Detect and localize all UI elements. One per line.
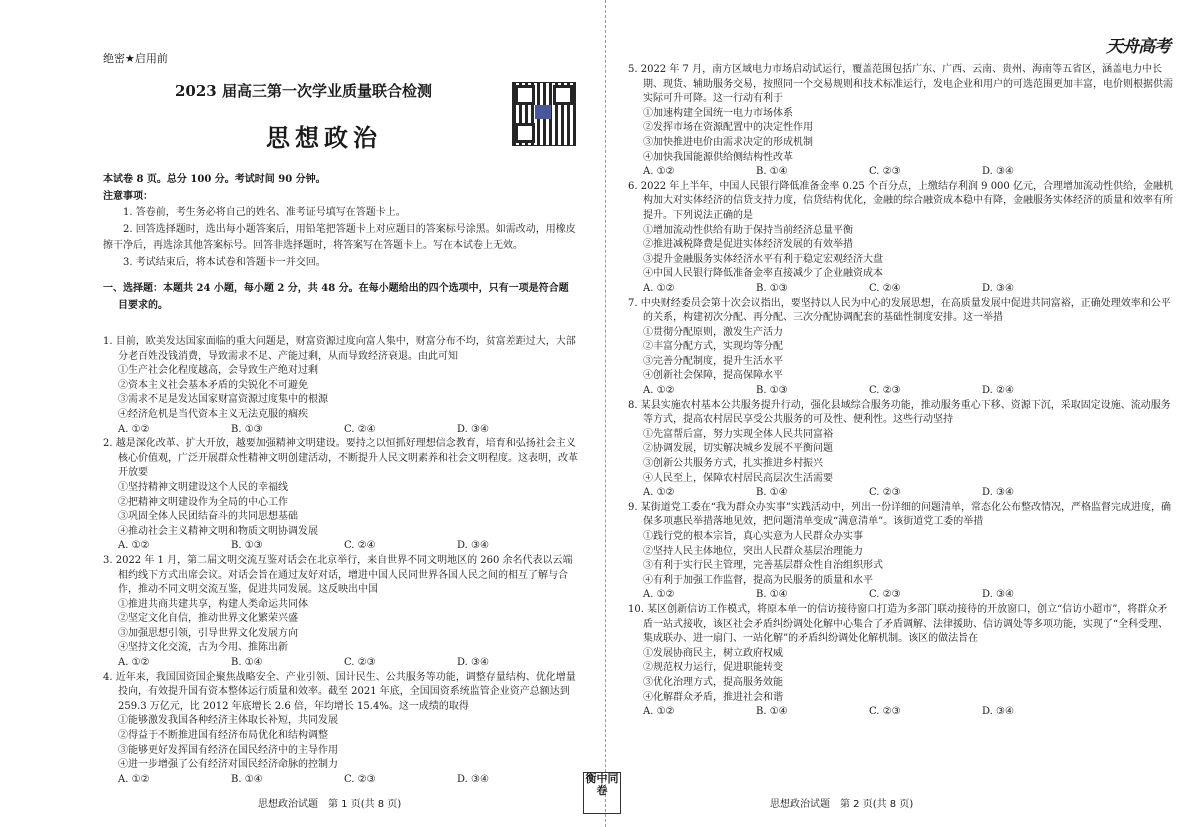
answer-choice: C. ②④ (869, 282, 901, 294)
question-stem: 9. 某街道党工委在“我为群众办实事”实践活动中，列出一份详细的问题清单，常态化公布整改情况，严格监督完成进度，确保多项惠民举措落地见效，把问题清单变成“满意清单”。该街道党工委的举措 (628, 501, 1171, 528)
answer-choice: C. ②③ (869, 487, 901, 499)
answer-choice: A. ①② (118, 657, 150, 669)
question-option: ④化解群众矛盾，推进社会和谐 (643, 691, 783, 703)
answer-choice: C. ②③ (344, 657, 376, 669)
answer-choice: D. ②④ (982, 385, 1014, 397)
question-option: ③优化治理方式，提高服务效能 (643, 676, 783, 688)
question-option: ①发展协商民主，树立政府权威 (643, 647, 783, 659)
answer-choice: D. ③④ (982, 706, 1014, 718)
answer-choice: B. ①③ (756, 385, 788, 397)
answer-choice: B. ①④ (231, 773, 263, 785)
answer-choice: C. ②③ (869, 589, 901, 601)
question-option: ④中国人民银行降低准备金率直接减少了企业融资成本 (643, 268, 883, 280)
seal-text: 衡中同卷 (585, 772, 619, 797)
answer-choice: A. ①② (643, 589, 675, 601)
question (628, 501, 1173, 603)
answer-choice: B. ①④ (756, 166, 788, 178)
answer-choices (628, 165, 1173, 180)
question-option: ②规范权力运行，促进职能转变 (643, 662, 783, 674)
answer-choice: A. ①② (643, 706, 675, 718)
answer-choices (628, 384, 1173, 399)
answer-choice: C. ②③ (869, 166, 901, 178)
answer-choices (628, 705, 1173, 720)
question-stem: 7. 中央财经委员会第十次会议指出，要坚持以人民为中心的发展思想，在高质量发展中促进共同富裕，正确处理效率和公平的关系，构建初次分配、再分配、三次分配协调配套的基础性制度安排。这一举措 (628, 297, 1171, 324)
question-stem: 10. 某区创新信访工作模式，将原本单一的信访接待窗口打造为多部门联动接待的开放窗口，创立“信访小超市”，将群众矛盾一站式接收，该区社会矛盾纠纷调处化解中心集合了矛盾调解、法律援助、信访调处等多项功能，实现了“全科受理、集成联办、进一扇门、一站化解”的矛盾纠纷调处化解机制。该区的做法旨在 (628, 603, 1169, 645)
notice-1: 1. 答卷前，考生务必将自己的姓名、准考证号填写在答题卡上。 (123, 207, 406, 218)
exam-instructions (103, 172, 578, 314)
question (103, 671, 578, 788)
answer-choice: D. ③④ (982, 282, 1014, 294)
answer-choice: A. ①② (643, 282, 675, 294)
question-option: ②坚定文化自信，推动世界文化繁荣兴盛 (118, 613, 298, 625)
answer-choice: A. ①② (643, 166, 675, 178)
question-option: ②发挥市场在资源配置中的决定性作用 (643, 122, 813, 134)
question-option: ③提升金融服务实体经济水平有利于稳定宏观经济大盘 (643, 253, 883, 265)
question-option: ③需求不足是发达国家财富资源过度集中的根源 (118, 394, 328, 406)
answer-choice: B. ①④ (756, 706, 788, 718)
answer-choice: A. ①② (118, 423, 150, 435)
question-option: ①加速构建全国统一电力市场体系 (643, 107, 793, 119)
questions-right (628, 63, 1173, 720)
question-option: ④人民至上，保障农村居民高层次生活需要 (643, 472, 833, 484)
question-option: ③有利于实行民主管理，完善基层群众性自治组织形式 (643, 560, 883, 572)
answer-choice: A. ①② (118, 540, 150, 552)
answer-choices (103, 539, 578, 554)
notice-3: 3. 考试结束后，将本试卷和答题卡一并交回。 (123, 256, 326, 268)
question-option: ②推进减税降费是促进实体经济发展的有效举措 (643, 239, 853, 251)
answer-choice: B. ①③ (756, 282, 788, 294)
answer-choice: D. ③④ (982, 589, 1014, 601)
answer-choice: D. ③④ (457, 773, 489, 785)
confidential-label: 绝密★启用前 (103, 52, 168, 65)
question-stem: 3. 2022 年 1 月，第二届文明交流互鉴对话会在北京举行，来自世界不同文明地区的 260 余名代表以云端相约线下方式出席会议。对话会旨在通过友好对话，增进中国人民同世界各国人民之间的相互了解与合作，推动不同文明交流互鉴，促进共同发展。这反映出中国 (103, 554, 573, 596)
question-stem: 2. 越是深化改革、扩大开放，越要加强精神文明建设。要持之以恒抓好理想信念教育，培育和弘扬社会主义核心价值观，广泛开展群众性精神文明创建活动，不断提升人民文明素养和社会文明程度。这表明，改革开放要 (103, 438, 578, 479)
answer-choices (103, 423, 578, 438)
question (103, 437, 578, 554)
question-option: ①推进共商共建共享，构建人类命运共同体 (118, 598, 308, 610)
answer-choice: C. ②③ (869, 706, 901, 718)
question-option: ②协调发展，切实解决城乡发展不平衡问题 (643, 443, 833, 455)
answer-choice: B. ①④ (231, 657, 263, 669)
section-heading: 一、选择题：本题共 24 小题，每小题 2 分，共 48 分。在每小题给出的四个选项中，只有一项是符合题目要求的。 (103, 283, 569, 311)
qr-answer-badge (535, 105, 551, 119)
question-option: ③加快推进电价由需求决定的形成机制 (643, 136, 813, 148)
question-option: ①增加流动性供给有助于保持当前经济总量平衡 (643, 224, 853, 236)
answer-choice: A. ①② (643, 385, 675, 397)
question-option: ④经济危机是当代资本主义无法克服的痼疾 (118, 408, 308, 420)
question-option: ②把精神文明建设作为全局的中心工作 (118, 496, 288, 508)
question-option: ③能够更好发挥国有经济在国民经济中的主导作用 (118, 744, 338, 756)
answer-choices (628, 282, 1173, 297)
question-option: ①坚持精神文明建设这个人民的幸福线 (118, 481, 288, 493)
question-option: ①能够激发我国各种经济主体取长补短，共同发展 (118, 715, 338, 727)
question-stem: 8. 某县实施农村基本公共服务提升行动，强化县域综合服务功能，推动服务重心下移、资源下沉，采取固定设施、流动服务等方式，提高农村居民享受公共服务的可及性、便利性。这些行动坚持 (628, 399, 1171, 426)
answer-choice: D. ③④ (457, 540, 489, 552)
question-option: ③加强思想引领，引导世界文化发展方向 (118, 627, 298, 639)
notice-2: 2. 回答选择题时，选出每小题答案后，用铅笔把答题卡上对应题目的答案标号涂黑。如需改动，用橡皮擦干净后，再选涂其他答案标号。回答非选择题时，将答案写在答题卡上。写在本试卷上无效。 (103, 223, 576, 251)
question-option: ①生产社会化程度越高，会导致生产绝对过剩 (118, 365, 318, 377)
answer-choice: D. ③④ (457, 657, 489, 669)
answer-choice: A. ①② (643, 487, 675, 499)
page-footer-left: 思想政治试题 第 1 页(共 8 页) (258, 799, 402, 810)
question-option: ④进一步增强了公有经济对国民经济命脉的控制力 (118, 759, 338, 771)
question-option: ②资本主义社会基本矛盾的尖锐化不可避免 (118, 379, 308, 391)
answer-choice: C. ②④ (344, 423, 376, 435)
question-stem: 6. 2022 年上半年，中国人民银行降低准备金率 0.25 个百分点，上缴结存利润 9 000 亿元，合理增加流动性供给，金融机构加大对实体经济的信贷支持力度，信贷结构优化，金融的综合融资成本稳中有降，金融服务实体经济的质量和效率有所提升。下列说法正确的是 (628, 180, 1173, 221)
answer-choice: D. ③④ (982, 166, 1014, 178)
question-option: ③创新公共服务方式，扎实推进乡村振兴 (643, 458, 823, 470)
question-option: ②得益于不断推进国有经济布局优化和结构调整 (118, 730, 328, 742)
question-stem: 1. 目前，欧美发达国家面临的重大问题是，财富资源过度向富人集中，财富分布不均，贫富差距过大，大部分老百姓没钱消费，导致需求不足、产能过剩，从而导致经济衰退。由此可知 (103, 336, 576, 362)
question-option: ④加快我国能源供给侧结构性改革 (643, 151, 793, 163)
question-option: ④推动社会主义精神文明和物质文明协调发展 (118, 525, 318, 537)
question-option: ③完善分配制度，提升生活水平 (643, 355, 783, 367)
answer-choices (103, 656, 578, 671)
answer-choice: C. ②④ (344, 540, 376, 552)
answer-choice: B. ①④ (756, 487, 788, 499)
question (103, 554, 578, 671)
answer-choice: D. ③④ (982, 487, 1014, 499)
question-stem: 4. 近年来，我国国资国企聚焦战略安全、产业引领、国计民生、公共服务等功能，调整存量结构、优化增量投向，有效提升国有资本整体运行质量和效率。截至 2021 年底，全国国资系统监管企业资产总额达到 259.3 万亿元，比 2012 年底增长 2.6 倍，年均增长 15.4%。这一成绩的取得 (103, 671, 576, 712)
brand-logo: 天舟高考 (1106, 37, 1170, 57)
subject-title: 思想政治 (266, 123, 382, 152)
question (628, 399, 1173, 501)
answer-choice: C. ②③ (344, 773, 376, 785)
exam-title: 2023 届高三第一次学业质量联合检测 (175, 82, 432, 100)
questions-left (103, 335, 578, 787)
question (628, 297, 1173, 399)
question (103, 335, 578, 437)
answer-choices (628, 486, 1173, 501)
question-option: ①践行党的根本宗旨，真心实意为人民群众办实事 (643, 531, 863, 542)
question-option: ②丰富分配方式，实现均等分配 (643, 341, 783, 353)
qr-code-icon (512, 82, 576, 146)
answer-choice: C. ②③ (869, 385, 901, 397)
question-option: ④有利于加强工作监督，提高为民服务的质量和水平 (643, 574, 873, 586)
answer-choice: B. ①③ (231, 423, 263, 435)
answer-choice: B. ①③ (231, 540, 263, 552)
question-option: ①贯彻分配原则，激发生产活力 (643, 326, 783, 338)
question (628, 603, 1173, 720)
answer-choices (628, 588, 1173, 603)
question (628, 63, 1173, 180)
question-option: ③巩固全体人民团结奋斗的共同思想基础 (118, 511, 298, 523)
question-option: ①先富帮后富，努力实现全体人民共同富裕 (643, 428, 833, 440)
answer-choices (103, 773, 578, 788)
question-option: ②坚持人民主体地位，突出人民群众基层治理能力 (643, 545, 863, 557)
question-option: ④创新社会保障，提高保障水平 (643, 370, 783, 382)
exam-summary: 本试卷 8 页。总分 100 分。考试时间 90 分钟。 (103, 174, 326, 185)
question-option: ④坚持文化交流，古为今用、推陈出新 (118, 642, 288, 654)
right-page (600, 0, 1200, 827)
answer-choice: A. ①② (118, 773, 150, 785)
answer-choice: D. ③④ (457, 423, 489, 435)
answer-choice: B. ①④ (756, 589, 788, 601)
notice-title: 注意事项： (103, 190, 153, 202)
page-footer-right: 思想政治试题 第 2 页(共 8 页) (770, 799, 914, 810)
question-stem: 5. 2022 年 7 月，南方区域电力市场启动试运行，覆盖范围包括广东、广西、云南、贵州、海南等五省区，涵盖电力中长期、现货、辅助服务交易，按照同一个交易规则和技术标准运行，发电企业和用户的可选范围更加丰富，电价则根据供需实际可升可降。这一行动有利于 (628, 64, 1173, 105)
question (628, 180, 1173, 297)
